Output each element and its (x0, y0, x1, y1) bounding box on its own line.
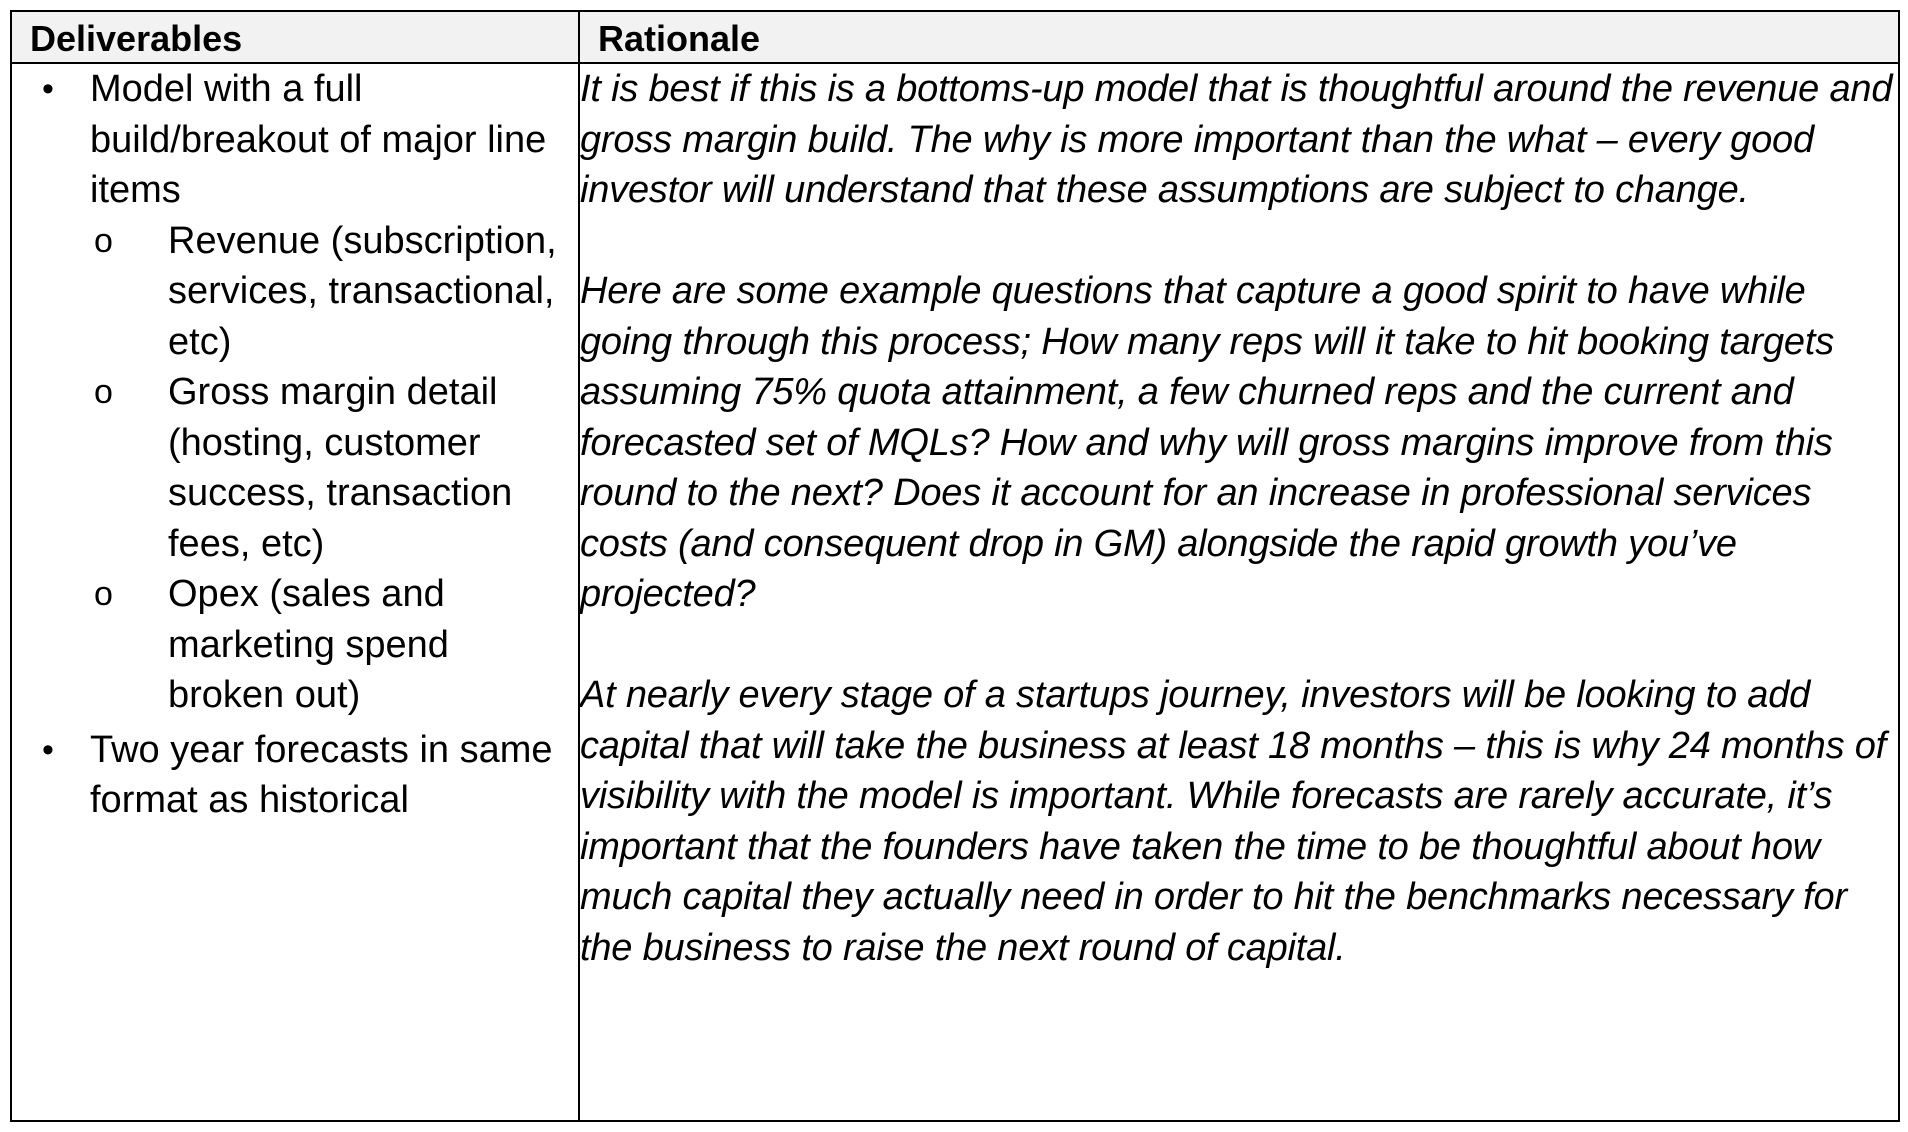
list-item (90, 216, 558, 368)
deliverable-text: Model with a full build/breakout of major line items (90, 68, 547, 211)
rationale-paragraph: At nearly every stage of a startups journey, investors will be looking to add capital that will take the business at least 18 months – this is why 24 months of visibility with the model is important. While forecasts are rarely accurate, it’s important that the founders have taken the time to be thoughtful about how much capital they actually need in order to hit the benchmarks necessary for the business to raise the next round of capital. (580, 674, 1887, 969)
subitem-text: Gross margin detail (hosting, customer success, transaction fees, etc) (168, 371, 513, 565)
table-header-row (11, 11, 1899, 63)
subitem-text: Revenue (subscription, services, transactional, etc) (168, 219, 557, 363)
rationale-paragraph: It is best if this is a bottoms-up model that is thoughtful around the revenue and gross margin build. The why is more important than the what – every good investor will understand that these assumptions are subject to change. (580, 68, 1893, 211)
list-item (90, 569, 558, 721)
rationale-paragraph: Here are some example questions that capture a good spirit to have while going through this process; How many reps will it take to hit booking targets assuming 75% quota attainment, a few churned reps and the current and forecasted set of MQLs? How and why will gross margins improve from this round to the next? Does it account for an increase in professional services costs (and consequent drop in GM) alongside the rapid growth you’ve projected? (580, 270, 1835, 615)
deliverables-list (12, 64, 578, 826)
hollow-bullet-icon: o (94, 575, 113, 613)
rationale-cell (579, 63, 1899, 1121)
subitem-text: Opex (sales and marketing spend broken out) (168, 573, 449, 716)
hollow-bullet-icon: o (94, 221, 113, 260)
list-item (90, 367, 558, 569)
header-deliverables: Deliverables (11, 11, 579, 63)
list-item (12, 725, 578, 826)
bullet-icon: • (42, 730, 54, 769)
list-item (12, 64, 578, 721)
hollow-bullet-icon: o (94, 373, 113, 411)
deliverable-sublist (90, 216, 558, 721)
header-rationale: Rationale (579, 11, 1899, 63)
deliverables-table (10, 10, 1900, 1122)
table-row (11, 63, 1899, 1121)
deliverables-cell (11, 63, 579, 1121)
bullet-icon: • (42, 70, 54, 108)
deliverable-text: Two year forecasts in same format as historical (90, 728, 553, 821)
